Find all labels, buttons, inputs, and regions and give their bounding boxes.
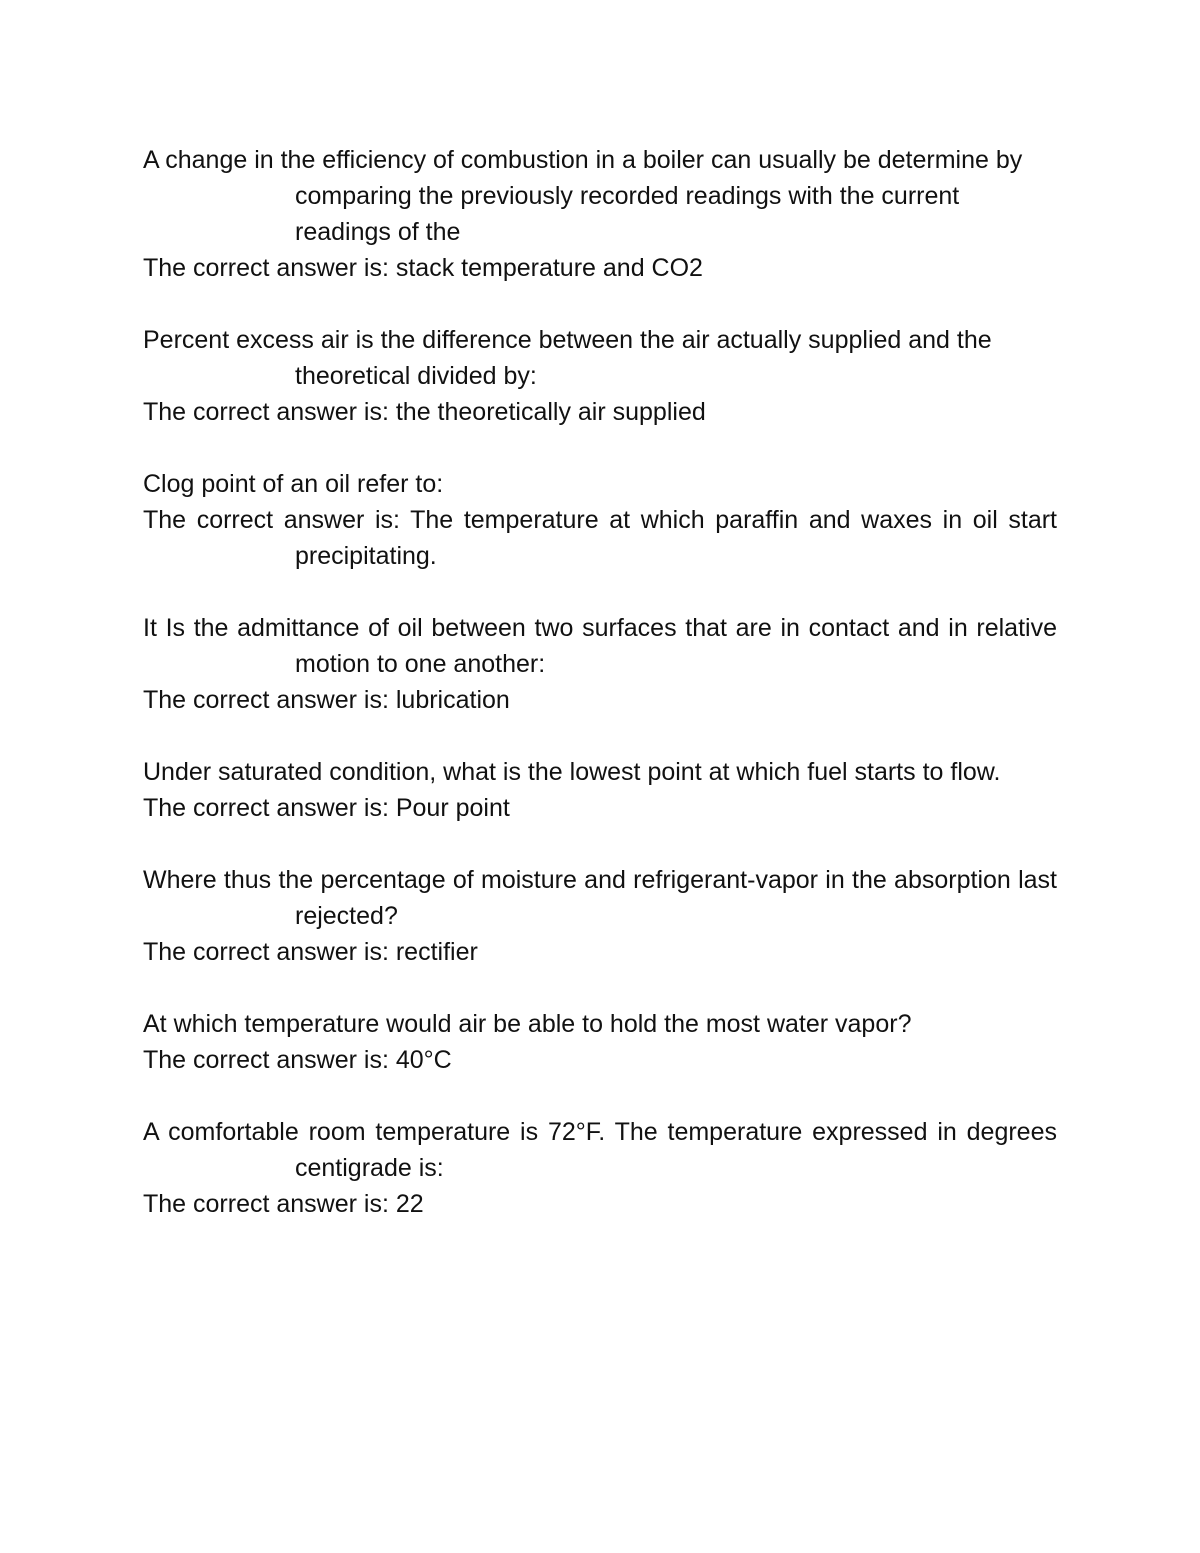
question-text: A comfortable room temperature is 72°F. The temperature expressed in degrees centigrade is: bbox=[143, 1118, 1057, 1182]
answer-text: The correct answer is: lubrication bbox=[143, 686, 510, 714]
qa-item bbox=[143, 1006, 1057, 1078]
qa-item bbox=[143, 1114, 1057, 1222]
answer-text: The correct answer is: stack temperature and CO2 bbox=[143, 254, 703, 282]
qa-item bbox=[143, 322, 1057, 430]
answer-text: The correct answer is: the theoretically air supplied bbox=[143, 398, 706, 426]
question-text: At which temperature would air be able to hold the most water vapor? bbox=[143, 1010, 912, 1038]
qa-item bbox=[143, 610, 1057, 718]
answer-text: The correct answer is: rectifier bbox=[143, 938, 478, 966]
question-text: A change in the efficiency of combustion in a boiler can usually be determine by comparing the previously recorded readings with the current readings of the bbox=[143, 146, 1023, 246]
answer-text: The correct answer is: The temperature at which paraffin and waxes in oil start precipitating. bbox=[143, 506, 1057, 570]
qa-item bbox=[143, 754, 1057, 826]
qa-item bbox=[143, 142, 1057, 286]
question-text: Percent excess air is the difference between the air actually supplied and the theoretical divided by: bbox=[143, 326, 992, 390]
question-text: Clog point of an oil refer to: bbox=[143, 470, 444, 498]
question-text: Where thus the percentage of moisture and refrigerant-vapor in the absorption last rejected? bbox=[143, 866, 1057, 930]
answer-text: The correct answer is: 40°C bbox=[143, 1046, 452, 1074]
document-body bbox=[143, 142, 1057, 1258]
qa-item bbox=[143, 466, 1057, 574]
answer-text: The correct answer is: 22 bbox=[143, 1190, 424, 1218]
qa-item bbox=[143, 862, 1057, 970]
question-text: Under saturated condition, what is the lowest point at which fuel starts to flow. bbox=[143, 758, 1001, 786]
question-text: It Is the admittance of oil between two surfaces that are in contact and in relative motion to one another: bbox=[143, 614, 1057, 678]
answer-text: The correct answer is: Pour point bbox=[143, 794, 510, 822]
